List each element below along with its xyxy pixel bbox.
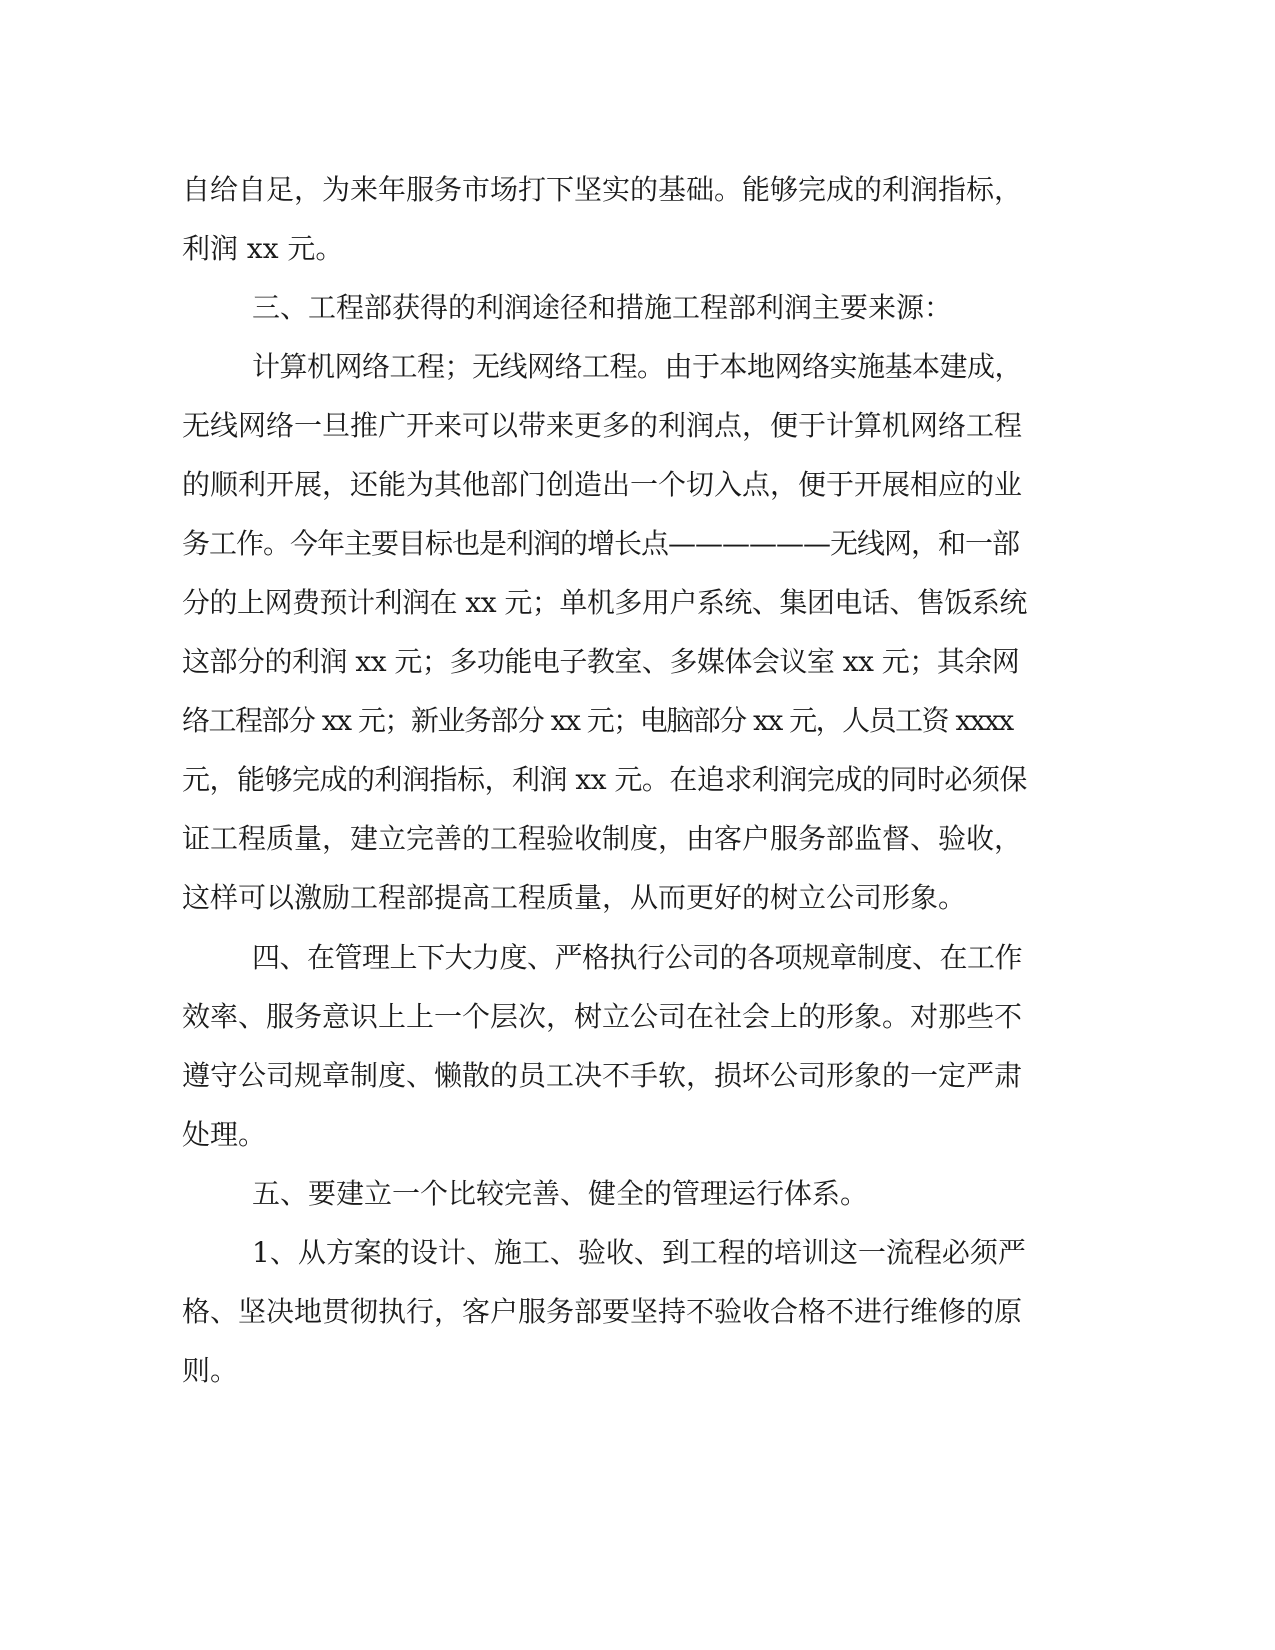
text-line (0, 160, 1275, 220)
line-text: 处理。 (182, 1118, 267, 1151)
section-heading-5 (0, 1164, 1275, 1224)
text-line (0, 1341, 1275, 1401)
line-text: 利润 xx 元。 (182, 232, 344, 265)
line-text: 证工程质量，建立完善的工程验收制度，由客户服务部监督、验收， (182, 822, 1023, 855)
text-line (0, 750, 1275, 810)
text-line (0, 691, 1275, 751)
text-line (0, 1105, 1275, 1165)
section-heading-3 (0, 278, 1275, 338)
line-text: 络工程部分 xx 元；新业务部分 xx 元；电脑部分 xx 元，人员工资 xxxx (182, 704, 1013, 737)
text-line (0, 809, 1275, 869)
line-text: 四、在管理上下大力度、严格执行公司的各项规章制度、在工作 (252, 941, 1023, 974)
text-line (0, 1046, 1275, 1106)
list-item-1 (0, 1223, 1275, 1283)
line-text: 的顺利开展，还能为其他部门创造出一个切入点，便于开展相应的业 (182, 468, 1023, 501)
text-line (0, 219, 1275, 279)
text-line (0, 573, 1275, 633)
text-line (0, 868, 1275, 928)
line-text: 计算机网络工程；无线网络工程。由于本地网络实施基本建成， (252, 350, 1023, 383)
line-text: 格、坚决地贯彻执行，客户服务部要坚持不验收合格不进行维修的原 (182, 1295, 1023, 1328)
text-line (0, 1282, 1275, 1342)
line-text: 分的上网费预计利润在 xx 元；单机多用户系统、集团电话、售饭系统 (182, 586, 1027, 619)
line-text: 自给自足，为来年服务市场打下坚实的基础。能够完成的利润指标， (182, 173, 1023, 206)
text-line (0, 455, 1275, 515)
text-line (0, 337, 1275, 397)
line-text: 1、从方案的设计、施工、验收、到工程的培训这一流程必须严 (252, 1236, 1026, 1269)
line-text: 五、要建立一个比较完善、健全的管理运行体系。 (252, 1177, 869, 1210)
line-text: 遵守公司规章制度、懒散的员工决不手软，损坏公司形象的一定严肃 (182, 1059, 1023, 1092)
line-text: 则。 (182, 1354, 239, 1387)
text-line (0, 396, 1275, 456)
line-text: 务工作。今年主要目标也是利润的增长点——————无线网，和一部 (182, 527, 1020, 560)
line-text: 三、工程部获得的利润途径和措施工程部利润主要来源： (252, 291, 953, 324)
line-text: 无线网络一旦推广开来可以带来更多的利润点，便于计算机网络工程 (182, 409, 1023, 442)
line-text: 效率、服务意识上上一个层次，树立公司在社会上的形象。对那些不 (182, 1000, 1023, 1033)
text-line (0, 632, 1275, 692)
line-text: 这样可以激励工程部提高工程质量，从而更好的树立公司形象。 (182, 881, 967, 914)
text-line (0, 987, 1275, 1047)
line-text: 元，能够完成的利润指标，利润 xx 元。在追求利润完成的同时必须保 (182, 763, 1027, 796)
text-line (0, 514, 1275, 574)
section-heading-4 (0, 928, 1275, 988)
line-text: 这部分的利润 xx 元；多功能电子教室、多媒体会议室 xx 元；其余网 (182, 645, 1020, 678)
